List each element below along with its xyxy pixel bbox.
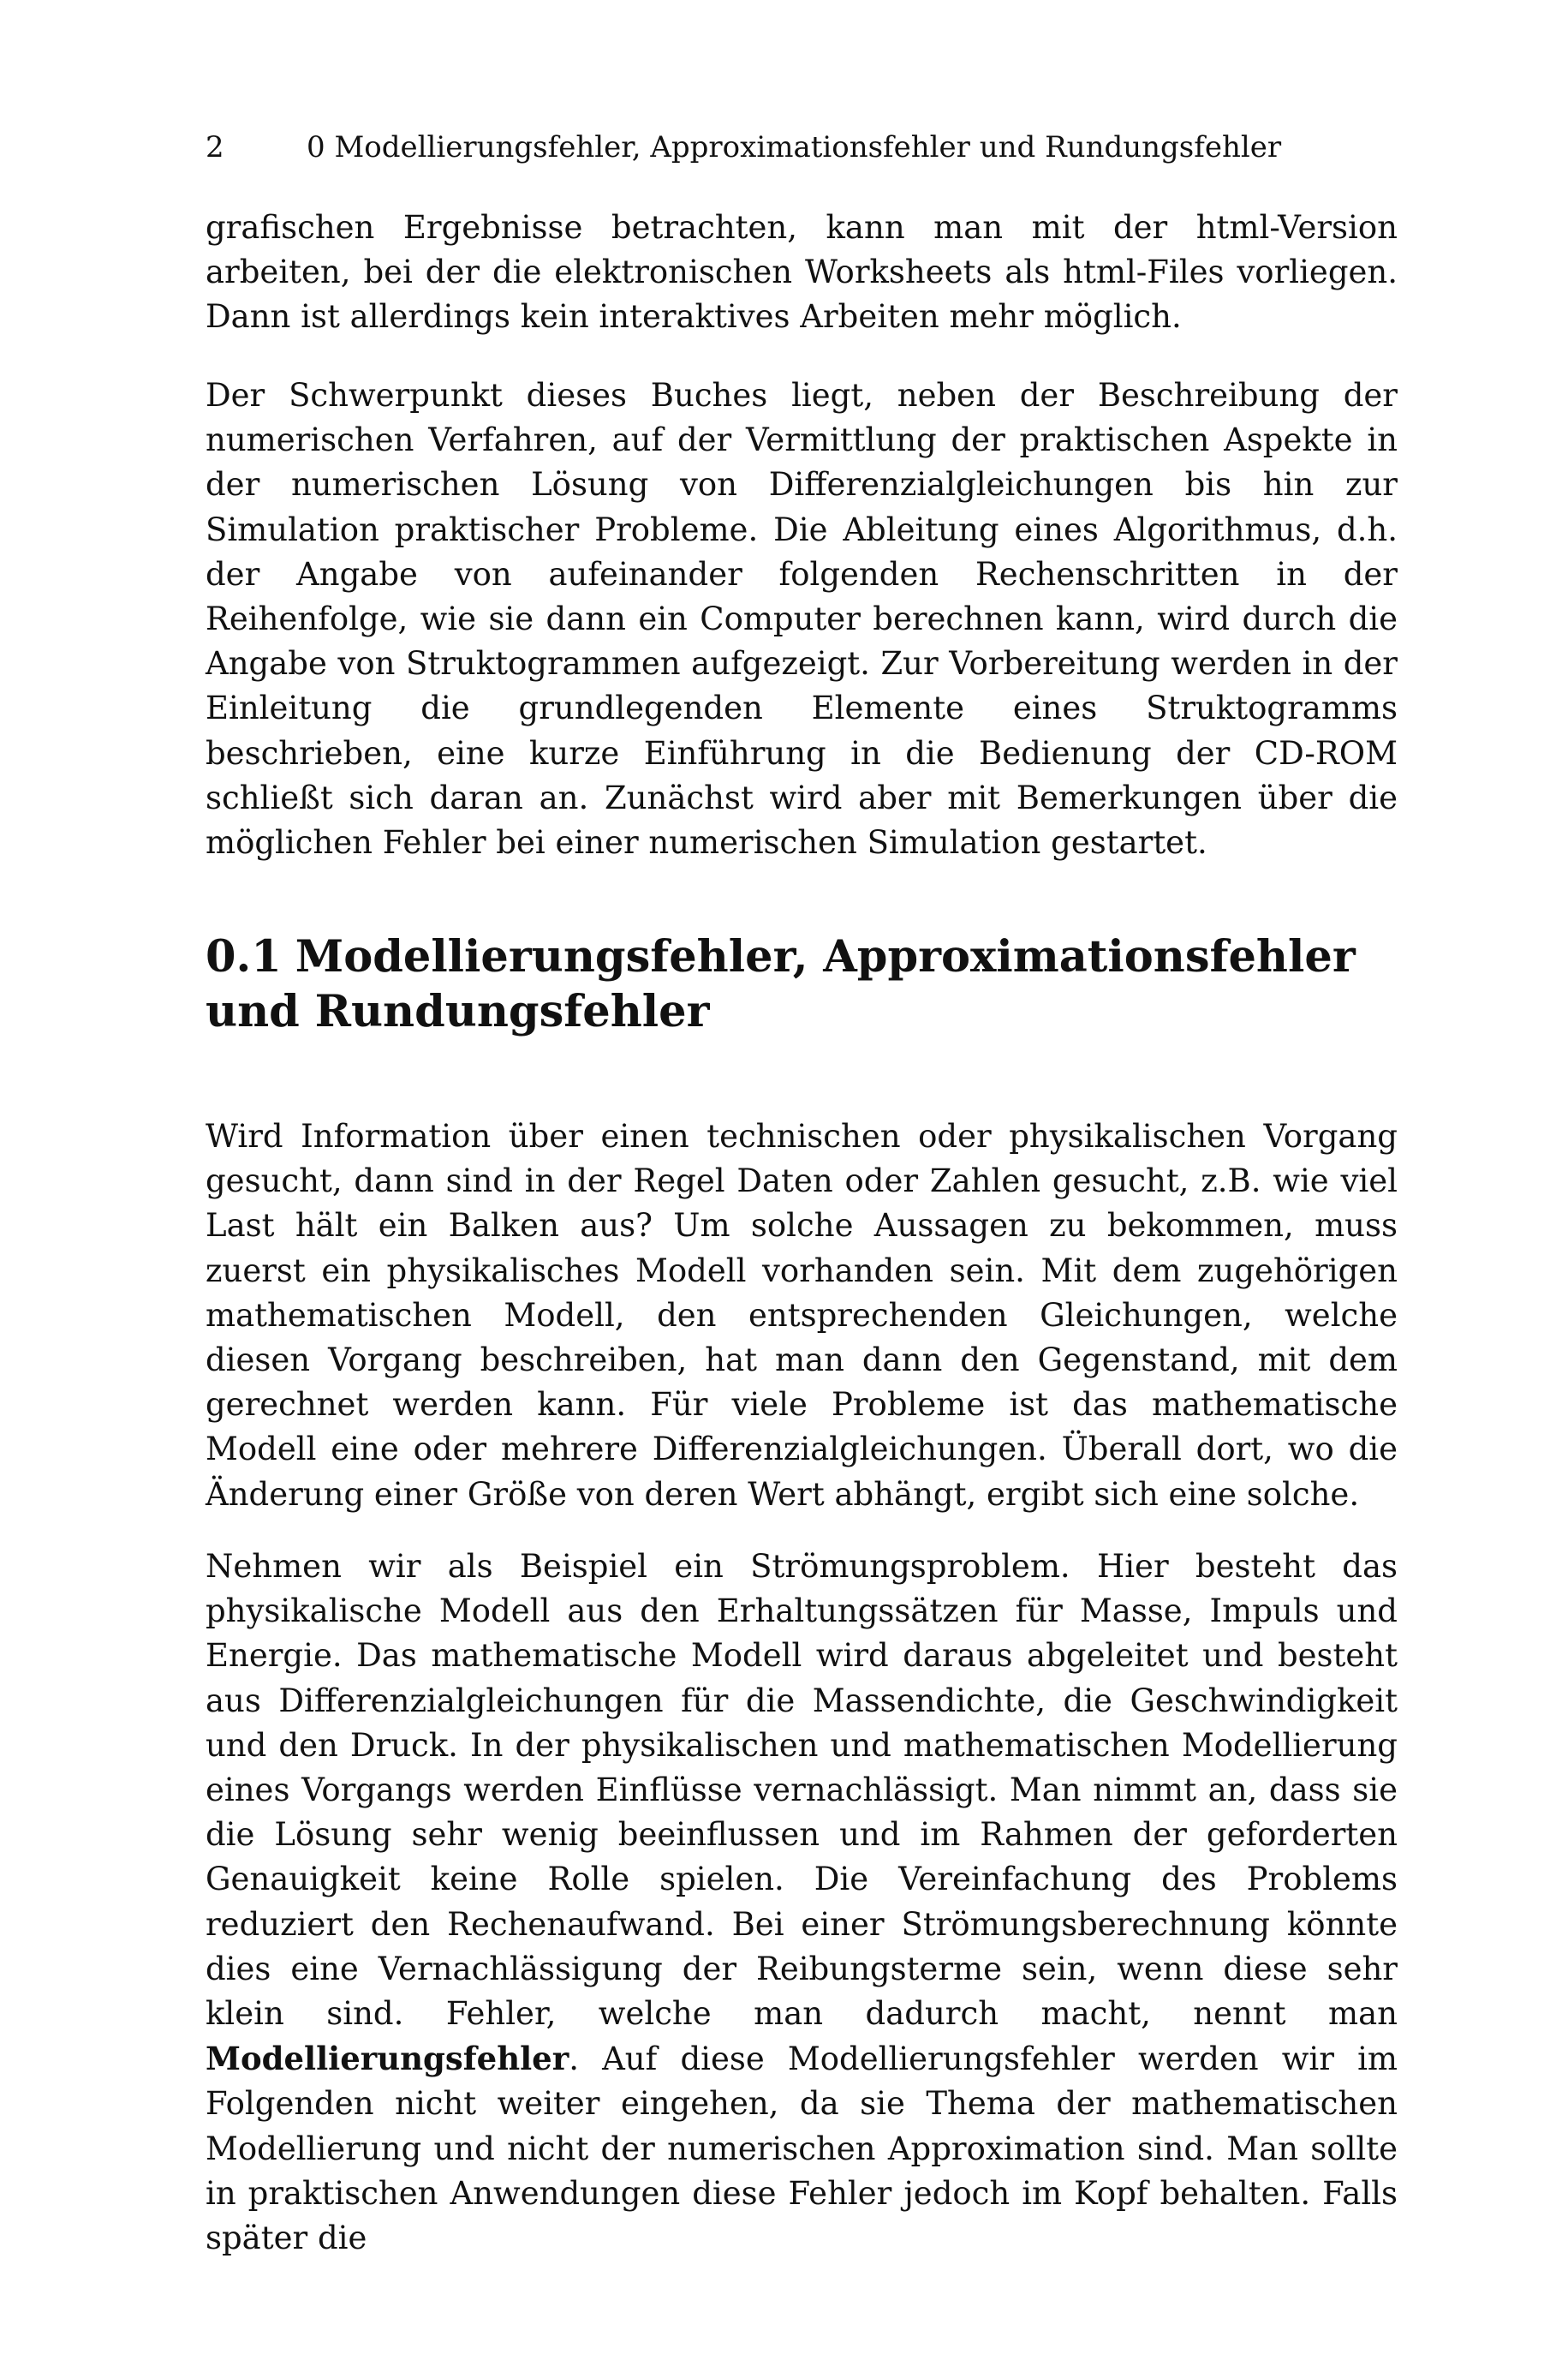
running-head [206, 127, 1398, 168]
paragraph-flow-example [206, 1545, 1398, 2261]
paragraph-html-version: grafischen Ergebnisse betrachten, kann man mit der html-Version arbeiten, bei der die elektronischen Worksheets als html-Files vorliegen. Dann ist allerdings kein interaktives Arbeiten mehr möglich. [206, 209, 1398, 336]
paragraph-information: Wird Information über einen technischen oder physikalischen Vorgang gesucht, dann sind in der Regel Daten oder Zahlen gesucht, z.B. wie viel Last hält ein Balken aus? Um solche Aussagen zu bekommen, muss zuerst ein physikalisches Modell vorhanden sein. Mit dem zugehörigen mathematischen Modell, den entsprechenden Gleichungen, welche diesen Vorgang beschreiben, hat man dann den Gegenstand, mit dem gerechnet werden kann. Für viele Probleme ist das mathematische Modell eine oder mehrere Differenzialgleichungen. Überall dort, wo die Änderung einer Größe von deren Wert abhängt, ergibt sich eine solche. [206, 1118, 1398, 1513]
paragraph-book-focus: Der Schwerpunkt dieses Buches liegt, neben der Beschreibung der numerischen Verfahren, auf der Vermittlung der praktischen Aspekte in der numerischen Lösung von Differenzialgleichungen bis hin zur Simulation praktischer Probleme. Die Ableitung eines Algorithmus, d.h. der Angabe von aufeinander folgenden Rechenschritten in der Reihenfolge, wie sie dann ein Computer berechnen kann, wird durch die Angabe von Struktogrammen aufgezeigt. Zur Vorbereitung werden in der Einleitung die grundlegenden Elemente eines Struktogramms beschrieben, eine kurze Einführung in die Bedienung der CD-ROM schließt sich daran an. Zunächst wird aber mit Bemerkungen über die möglichen Fehler bei einer numerischen Simulation gestartet. [206, 377, 1398, 862]
paragraph-flow-example-text-end: . Auf diese Modellierungsfehler werden wir im Folgenden nicht weiter eingehen, da sie Thema der mathematischen Modellierung und nicht der numerischen Approximation sind. Man sollte in praktischen Anwendungen diese Fehler jedoch im Kopf behalten. Falls später die [206, 2040, 1398, 2257]
term-modellierungsfehler: Modellierungsfehler [206, 2040, 569, 2078]
section-title-line-1: Modellierungsfehler, Approximationsfehler [295, 931, 1356, 983]
paragraph-flow-example-text-start: Nehmen wir als Beispiel ein Strömungsproblem. Hier besteht das physikalische Modell aus den Erhaltungssätzen für Masse, Impuls und Energie. Das mathematische Modell wird daraus abgeleitet und besteht aus Differenzialgleichungen für die Massendichte, die Geschwindigkeit und den Druck. In der physikalischen und mathematischen Modellierung eines Vorgangs werden Einflüsse vernachlässigt. Man nimmt an, dass sie die Lösung sehr wenig beeinflussen und im Rahmen der geforderten Genauigkeit keine Rolle spielen. Die Vereinfachung des Problems reduziert den Rechenaufwand. Bei einer Strömungsberechnung könnte dies eine Vernachlässigung der Reibungsterme sein, wenn diese sehr klein sind. Fehler, welche man dadurch macht, nennt man [206, 1548, 1398, 2033]
chapter-title: 0 Modellierungsfehler, Approximationsfehler und Rundungsfehler [307, 130, 1282, 164]
section-title-line-2: und Rundungsfehler [206, 986, 710, 1037]
page-number: 2 [206, 130, 224, 164]
section-number: 0.1 [206, 931, 282, 983]
section-heading [206, 929, 1398, 1039]
